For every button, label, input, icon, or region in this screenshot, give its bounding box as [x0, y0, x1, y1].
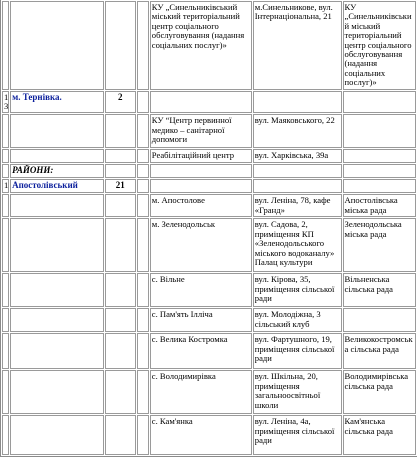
- row-number: [2, 164, 9, 178]
- count-cell: 2: [105, 91, 136, 114]
- location-cell: [137, 164, 149, 178]
- address-cell: вул. Леніна, 4а, приміщення сільської ради: [253, 415, 342, 455]
- table-row: [2, 114, 416, 148]
- address-cell: вул. Фартушного, 19, приміщення сільської ради: [253, 333, 342, 369]
- address-cell: вул. Маяковського, 22: [253, 114, 342, 148]
- location-cell: [137, 218, 149, 272]
- row-number: [2, 273, 9, 307]
- council-cell: [343, 308, 416, 332]
- institution-cell: [150, 179, 252, 193]
- institution-cell: с. Володимирівка: [150, 370, 252, 414]
- address-cell: вул. Шкільна, 20, приміщення загальноосвітньої школи: [253, 370, 342, 414]
- count-cell: [105, 370, 136, 414]
- count-cell: 21: [105, 179, 136, 193]
- location-cell: [137, 308, 149, 332]
- row-number: [2, 1, 9, 90]
- location-cell: [137, 179, 149, 193]
- table-row: [2, 273, 416, 307]
- place-name: [10, 218, 104, 272]
- location-cell: [137, 149, 149, 163]
- council-cell: [343, 91, 416, 114]
- council-cell: Апостолівська міська рада: [343, 194, 416, 217]
- council-cell: [343, 149, 416, 163]
- table-row: [2, 370, 416, 414]
- council-cell: Кам'янська сільська рада: [343, 415, 416, 455]
- institution-cell: [150, 91, 252, 114]
- institution-cell: КУ „Синельниківський міський територіальний центр соціального обслуговування (надання соціальних послуг)»: [150, 1, 252, 90]
- council-cell: [343, 179, 416, 193]
- institution-cell: Реабілітаційний центр: [150, 149, 252, 163]
- table-row: [2, 194, 416, 217]
- place-name: Апостолівський: [10, 179, 104, 193]
- row-number: [2, 333, 9, 369]
- table-row: [2, 308, 416, 332]
- table-row: [2, 1, 416, 90]
- council-cell: Великокостромська сільська рада: [343, 333, 416, 369]
- row-number: [2, 218, 9, 272]
- address-cell: вул. Харківська, 39а: [253, 149, 342, 163]
- institution-cell: КУ “Центр первинної медико – санітарної допомоги: [150, 114, 252, 148]
- table-row: [2, 164, 416, 178]
- council-cell: Володимирівська сільська рада: [343, 370, 416, 414]
- address-cell: [253, 91, 342, 114]
- count-cell: [105, 415, 136, 455]
- council-cell: [343, 114, 416, 148]
- row-number: [2, 114, 9, 148]
- row-number: [2, 194, 9, 217]
- table-row: [2, 179, 416, 193]
- row-number: [2, 415, 9, 455]
- row-number: [2, 370, 9, 414]
- table-row: [2, 91, 416, 114]
- place-name: [10, 194, 104, 217]
- address-cell: [253, 179, 342, 193]
- place-name: [10, 333, 104, 369]
- council-cell: Вільненська сільська рада: [343, 273, 416, 307]
- table-row: [2, 415, 416, 455]
- address-cell: вул. Молодіжна, 3 сільський клуб: [253, 308, 342, 332]
- institution-cell: с. Кам'янка: [150, 415, 252, 455]
- institution-cell: с. Пам'ять Ілліча: [150, 308, 252, 332]
- address-cell: вул. Кірова, 35, приміщення сільської ради: [253, 273, 342, 307]
- count-cell: [105, 194, 136, 217]
- location-cell: [137, 415, 149, 455]
- institution-cell: [150, 164, 252, 178]
- address-cell: м.Синельникове, вул. Інтернаціональна, 21: [253, 1, 342, 90]
- place-name: [10, 273, 104, 307]
- place-name: [10, 114, 104, 148]
- council-cell: Зеленодольська міська рада: [343, 218, 416, 272]
- place-name: м. Тернівка.: [10, 91, 104, 114]
- count-cell: [105, 273, 136, 307]
- institution-cell: м. Апостолове: [150, 194, 252, 217]
- council-cell: [343, 164, 416, 178]
- location-cell: [137, 333, 149, 369]
- table-row: [2, 333, 416, 369]
- place-name: [10, 1, 104, 90]
- location-cell: [137, 91, 149, 114]
- location-cell: [137, 1, 149, 90]
- count-cell: [105, 308, 136, 332]
- place-name: [10, 415, 104, 455]
- count-cell: [105, 114, 136, 148]
- council-cell: КУ „Синельниківський міський територіальний центр соціального обслуговування (надання соціальних послуг)»: [343, 1, 416, 90]
- place-name: [10, 308, 104, 332]
- count-cell: [105, 164, 136, 178]
- row-number: [2, 308, 9, 332]
- place-name: [10, 370, 104, 414]
- section-heading: РАЙОНИ:: [10, 164, 104, 178]
- location-cell: [137, 114, 149, 148]
- count-cell: [105, 149, 136, 163]
- address-cell: [253, 164, 342, 178]
- table-row: [2, 149, 416, 163]
- institution-cell: с. Вільне: [150, 273, 252, 307]
- place-name: [10, 149, 104, 163]
- address-cell: вул. Садова, 2, приміщення КП «Зеленодольського міського водоканалу» Палац культури: [253, 218, 342, 272]
- count-cell: [105, 1, 136, 90]
- location-cell: [137, 273, 149, 307]
- count-cell: [105, 218, 136, 272]
- location-cell: [137, 370, 149, 414]
- address-cell: вул. Леніна, 78, кафе «Гранд»: [253, 194, 342, 217]
- location-cell: [137, 194, 149, 217]
- row-number: 13: [2, 91, 9, 114]
- institution-cell: м. Зеленодольськ: [150, 218, 252, 272]
- count-cell: [105, 333, 136, 369]
- row-number: [2, 149, 9, 163]
- institution-cell: с. Велика Костромка: [150, 333, 252, 369]
- table-row: [2, 218, 416, 272]
- row-number: 1: [2, 179, 9, 193]
